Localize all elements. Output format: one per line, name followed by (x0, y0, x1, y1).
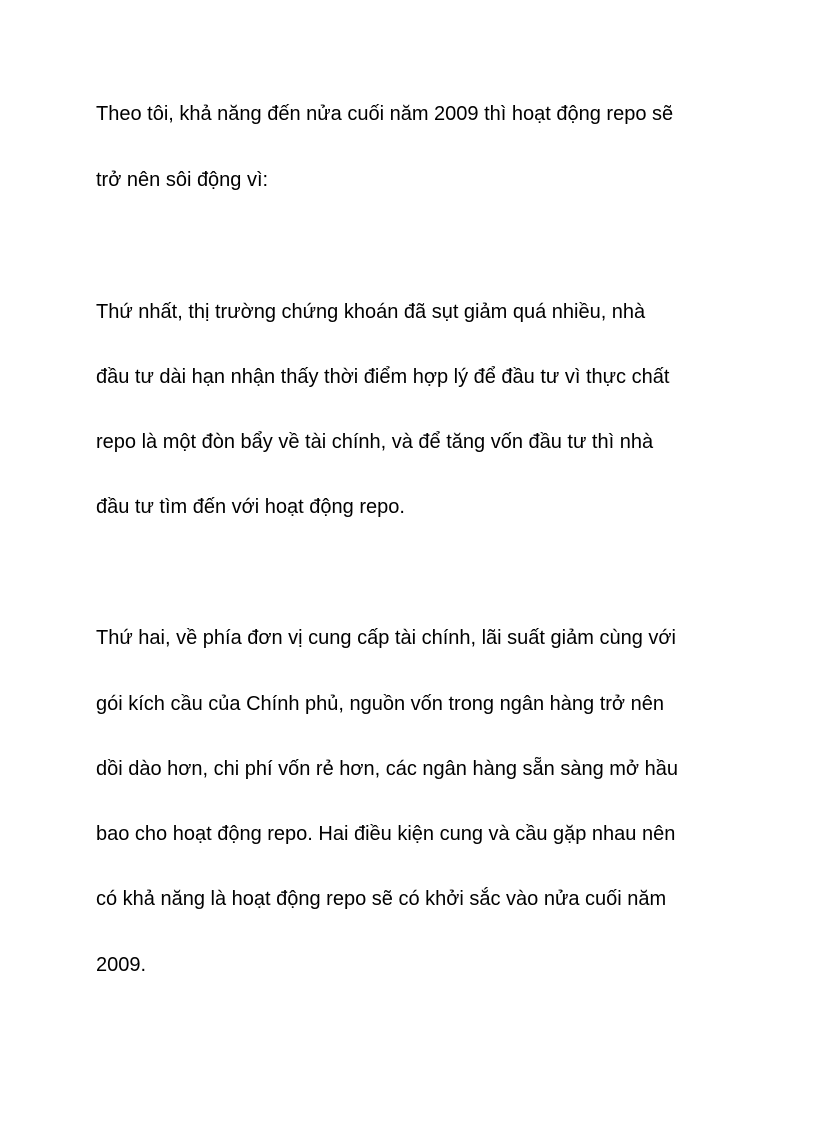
paragraph-2-line-1: Thứ nhất, thị trường chứng khoán đã sụt giảm quá nhiều, nhà (96, 301, 646, 323)
paragraph-2-line-3: repo là một đòn bẩy về tài chính, và để tăng vốn đầu tư thì nhà (96, 431, 654, 453)
paragraph-3-line-6: 2009. (96, 954, 147, 976)
paragraph-1-line-2: trở nên sôi động vì: (96, 169, 269, 191)
paragraph-3-line-4: bao cho hoạt động repo. Hai điều kiện cung và cầu gặp nhau nên (96, 823, 676, 845)
paragraph-2-line-4: đầu tư tìm đến với hoạt động repo. (96, 496, 405, 518)
paragraph-3-line-3: dồi dào hơn, chi phí vốn rẻ hơn, các ngân hàng sẵn sàng mở hầu (96, 758, 678, 780)
paragraph-2-line-2: đầu tư dài hạn nhận thấy thời điểm hợp lý để đầu tư vì thực chất (96, 366, 670, 388)
paragraph-3-line-2: gói kích cầu của Chính phủ, nguồn vốn trong ngân hàng trở nên (96, 693, 664, 715)
paragraph-3-line-1: Thứ hai, về phía đơn vị cung cấp tài chính, lãi suất giảm cùng với (96, 627, 676, 649)
paragraph-1-line-1: Theo tôi, khả năng đến nửa cuối năm 2009 thì hoạt động repo sẽ (96, 103, 674, 125)
paragraph-3-line-5: có khả năng là hoạt động repo sẽ có khởi sắc vào nửa cuối năm (96, 888, 667, 910)
